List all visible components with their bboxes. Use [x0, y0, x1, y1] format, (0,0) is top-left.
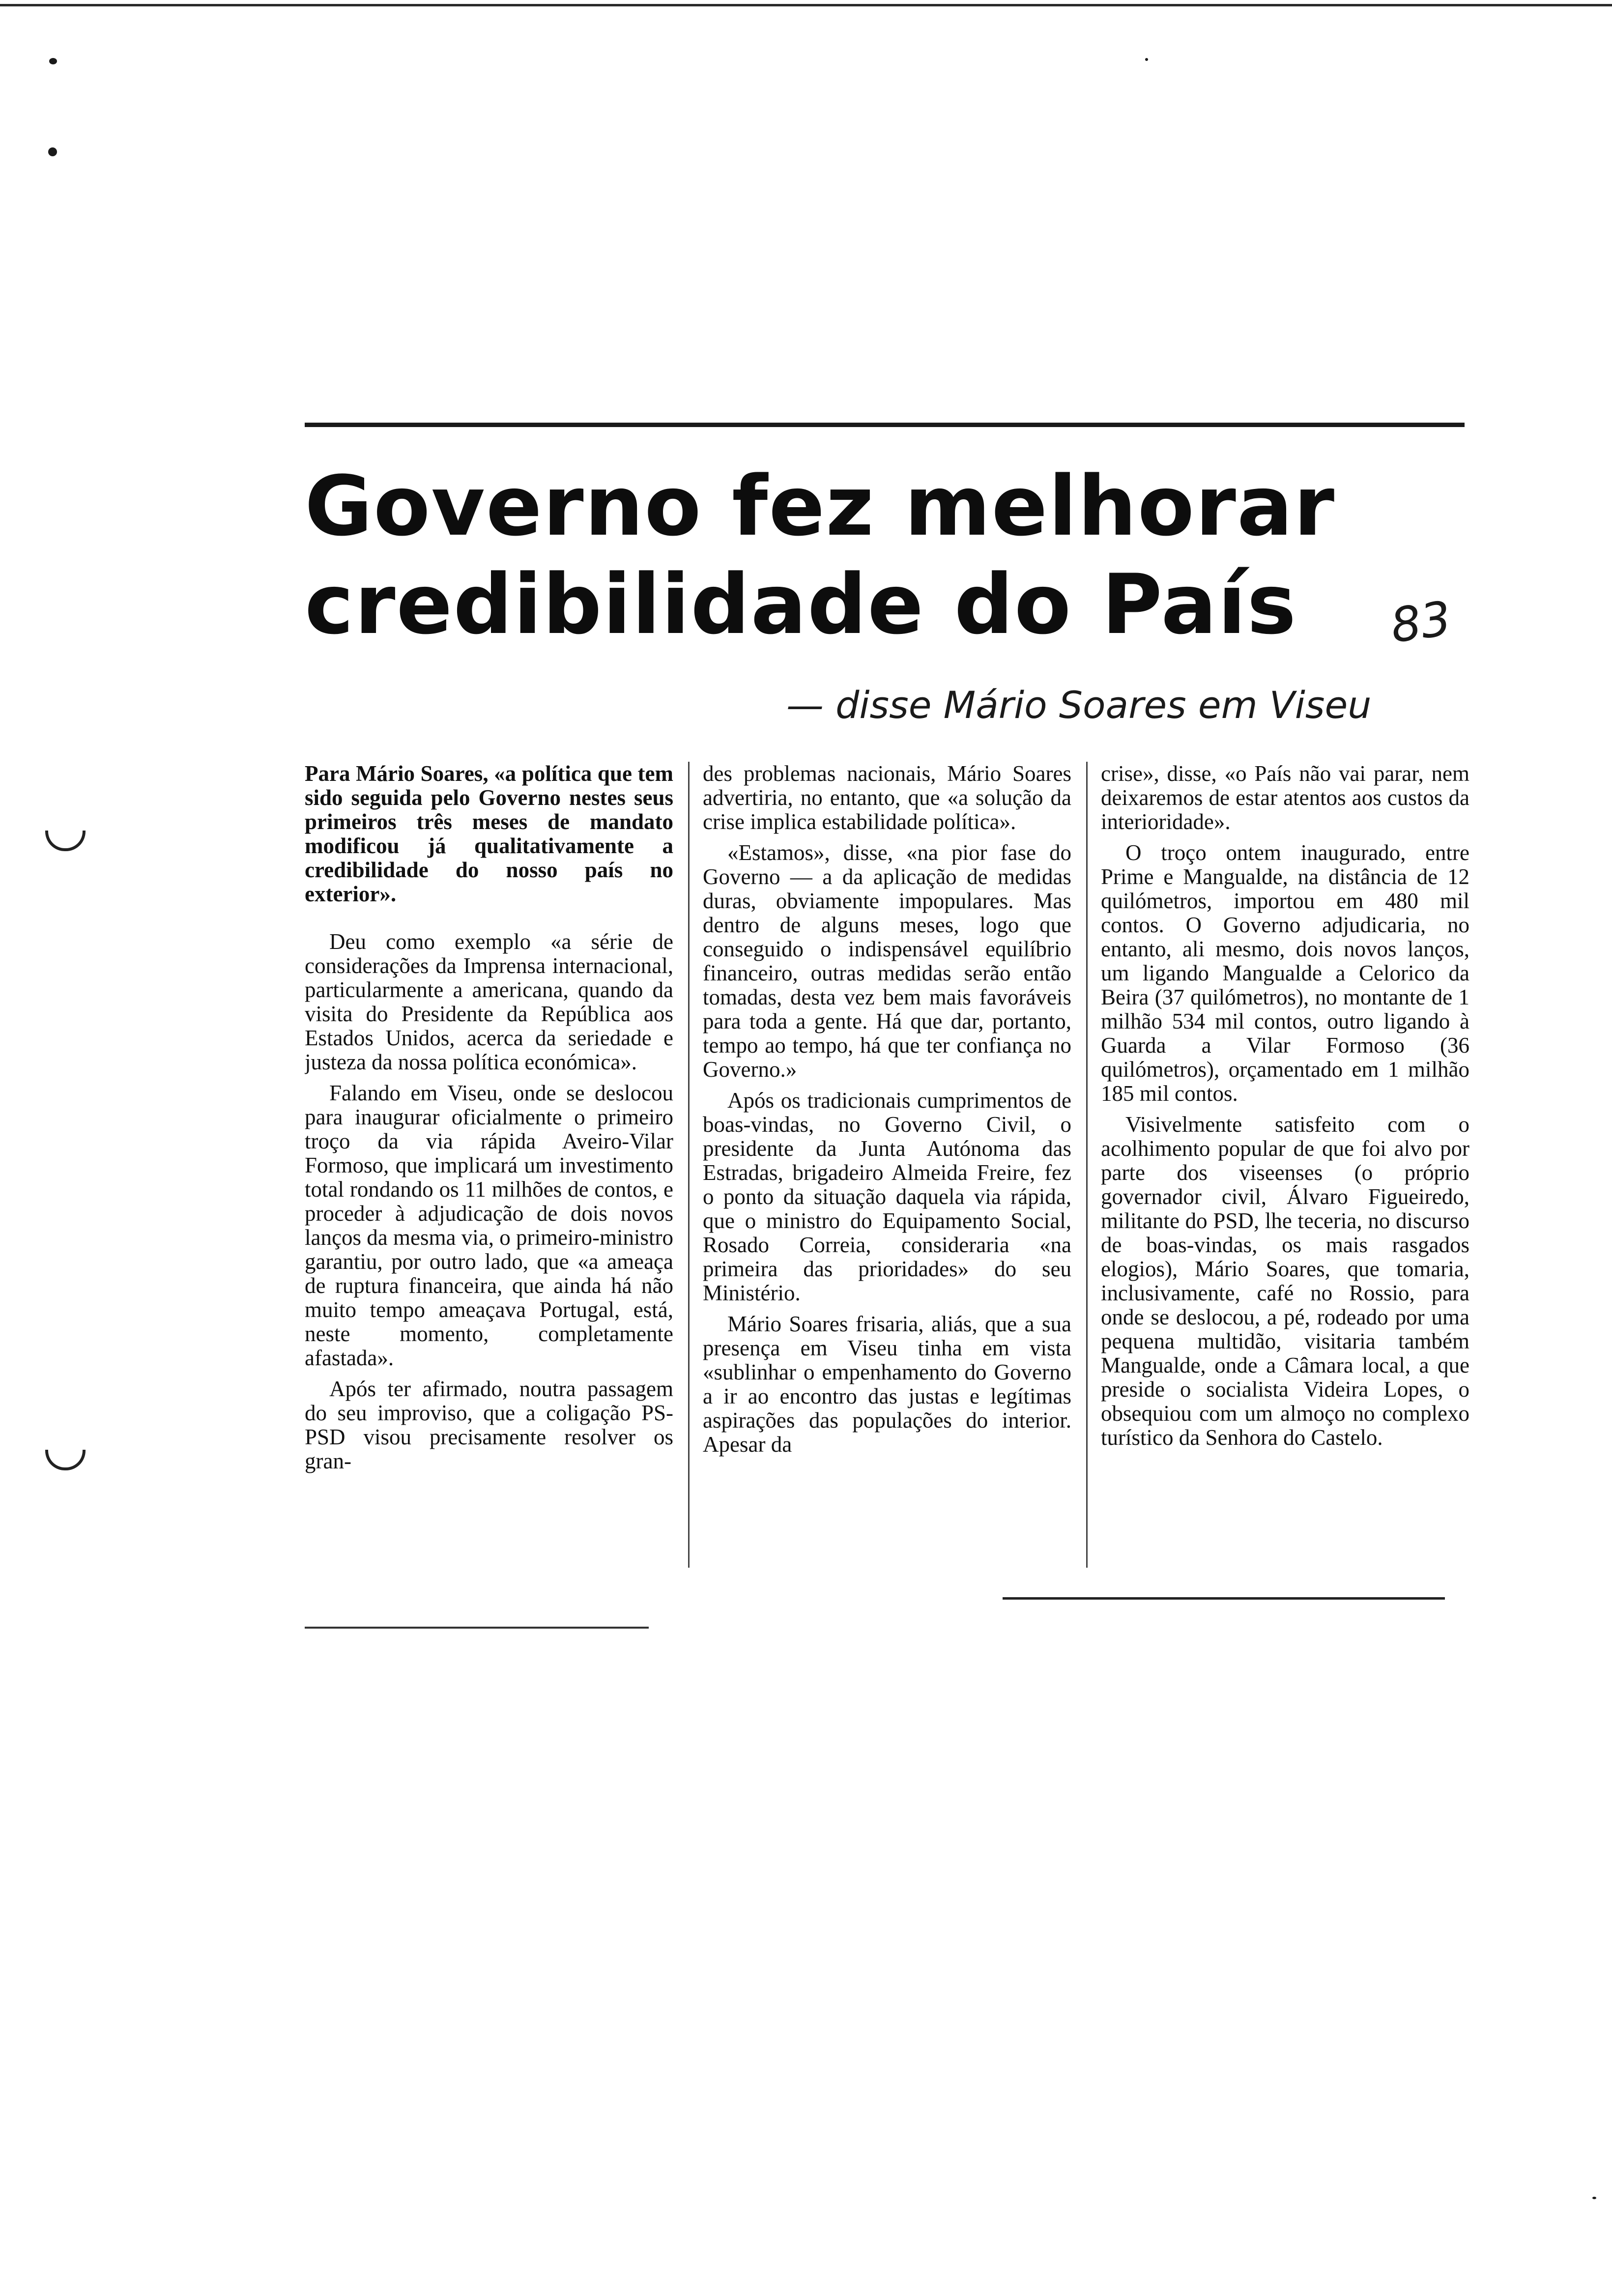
paragraph: des problemas nacionais, Mário Soares advertiria, no entanto, que «a solução da crise implica estabilidade política». [703, 762, 1071, 834]
bottom-rule-right [1003, 1597, 1445, 1600]
headline [305, 457, 1465, 654]
column-divider [688, 762, 690, 1568]
lead-paragraph: Para Mário Soares, «a política que tem sido seguida pelo Governo nestes seus primeiros três meses de mandato modificou já qualitativamente a credibilidade do nosso país no exterior». [305, 762, 673, 906]
speck [48, 147, 57, 156]
page-top-rule [0, 4, 1612, 6]
punch-hole [45, 831, 86, 851]
paragraph: Após os tradicionais cumprimentos de boas-vindas, no Governo Civil, o presidente da Junta Autónoma das Estradas, brigadeiro Almeida Freire, fez o ponto da situação daquela via rápida, que o ministro do Equipamento Social, Rosado Correia, consideraria «na primeira das prioridades» do seu Ministério. [703, 1088, 1071, 1305]
punch-hole [45, 1450, 86, 1470]
column-1 [305, 762, 673, 1597]
subtitle: — disse Mário Soares em Viseu [786, 683, 1372, 727]
paragraph: crise», disse, «o País não vai parar, nem deixaremos de estar atentos aos custos da interioridade». [1101, 762, 1469, 834]
paragraph: «Estamos», disse, «na pior fase do Governo — a da aplicação de medidas duras, obviamente impopulares. Mas dentro de alguns meses, logo que conseguido o indispensável equilíbrio financeiro, outras medidas serão então tomadas, desta vez bem mais favoráveis para toda a gente. Há que dar, portanto, tempo ao tempo, há que ter confiança no Governo.» [703, 840, 1071, 1082]
news-article [305, 423, 1469, 1632]
column-3 [1101, 762, 1469, 1597]
paragraph: Mário Soares frisaria, aliás, que a sua presença em Viseu tinha em vista «sublinhar o empenhamento do Governo a ir ao encontro das justas e legítimas aspirações das populações do interior. Apesar da [703, 1312, 1071, 1457]
speck [49, 58, 57, 64]
paragraph: Falando em Viseu, onde se deslocou para inaugurar oficialmente o primeiro troço da via rápida Aveiro-Vilar Formoso, que implicará um investimento total rondando os 11 milhões de contos, e proceder à adjudicação de dois novos lanços da mesma via, o primeiro-ministro garantiu, por outro lado, que «a ameaça de ruptura financeira, que ainda há não muito tempo ameaçava Portugal, está, neste momento, completamente afastada». [305, 1081, 673, 1370]
paragraph: Visivelmente satisfeito com o acolhimento popular de que foi alvo por parte dos viseenses (o próprio governador civil, Álvaro Figueiredo, militante do PSD, lhe teceria, no discurso de boas-vindas, os mais rasgados elogios), Mário Soares, que tomaria, inclusivamente, café no Rossio, para onde se deslocou, a pé, rodeado por uma pequena multidão, visitaria também Mangualde, onde a Câmara local, a que preside o socialista Videira Lopes, o obsequiou com um almoço no complexo turístico da Senhora do Castelo. [1101, 1112, 1469, 1450]
paragraph: O troço ontem inaugurado, entre Prime e Mangualde, na distância de 12 quilómetros, importou em 480 mil contos. O Governo adjudicaria, no entanto, ali mesmo, dois novos lanços, um ligando Mangualde a Celorico da Beira (37 quilómetros), no montante de 1 milhão 534 mil contos, outro ligando à Guarda a Vilar Formoso (36 quilómetros), orçamentado em 1 milhão 185 mil contos. [1101, 840, 1469, 1106]
column-divider [1086, 762, 1088, 1568]
article-columns [305, 762, 1469, 1597]
paragraph: Deu como exemplo «a série de considerações da Imprensa internacional, particularmente a americana, quando da visita do Presidente da República aos Estados Unidos, acerca da seriedade e justeza da nossa política económica». [305, 929, 673, 1074]
headline-line-2: credibilidade do País [305, 556, 1297, 653]
speck [1592, 2197, 1596, 2199]
bottom-rule-left [305, 1627, 649, 1629]
column-2 [703, 762, 1071, 1597]
headline-line-1: Governo fez melhorar [305, 458, 1336, 554]
handwritten-note: 83 [1387, 591, 1455, 654]
paragraph: Após ter afirmado, noutra passagem do seu improviso, que a coligação PS-PSD visou precisamente resolver os gran- [305, 1377, 673, 1473]
speck [1145, 58, 1148, 61]
top-rule [305, 423, 1465, 427]
